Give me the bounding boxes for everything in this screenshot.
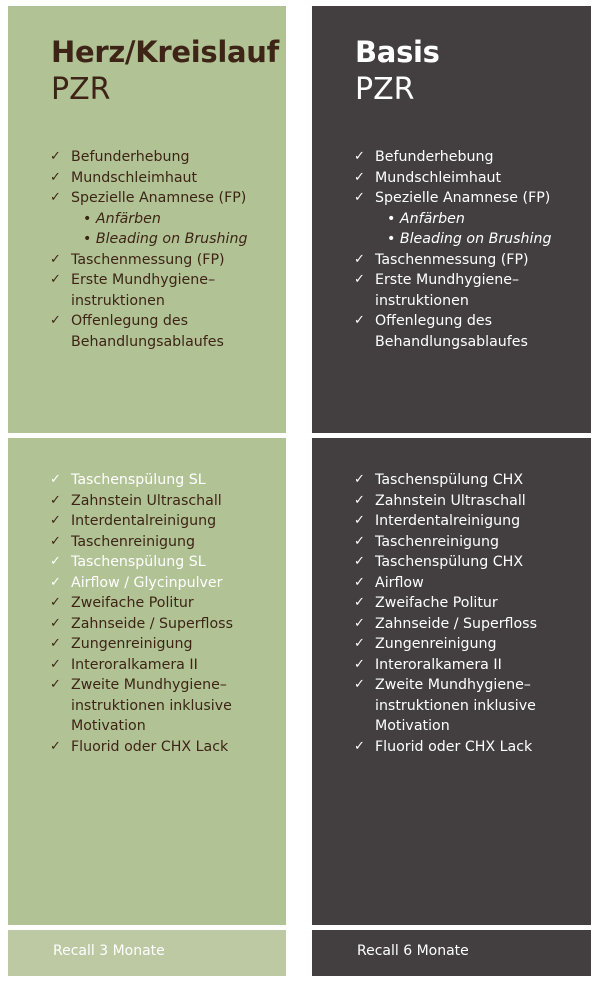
recall-label: Recall 3 Monate xyxy=(53,943,165,959)
checklist-item xyxy=(50,634,282,655)
checklist-item-label: Taschenspülung SL xyxy=(71,472,206,488)
check-icon: ✓ xyxy=(50,533,61,549)
checklist-item-label: Spezielle Anamnese (FP) xyxy=(375,190,551,206)
checklist-item-label: Motivation xyxy=(71,718,146,734)
checklist-item xyxy=(354,209,587,230)
check-icon: ✓ xyxy=(354,533,365,549)
checklist-item xyxy=(50,552,282,573)
checklist-item-label: Zungenreinigung xyxy=(71,636,193,652)
checklist-item-label: Zweite Mundhygiene– xyxy=(375,677,531,693)
check-icon: ✓ xyxy=(50,677,61,692)
checklist-item xyxy=(354,655,587,676)
checklist-item-label: Zungenreinigung xyxy=(375,636,497,652)
befund-checklist xyxy=(50,147,282,352)
checklist-item xyxy=(50,332,282,353)
befund-checklist xyxy=(354,147,587,352)
checklist-item xyxy=(50,675,282,696)
checklist-item-label: Zahnstein Ultraschall xyxy=(71,492,222,509)
checklist-item xyxy=(354,250,587,271)
checklist-item-label: Taschenspülung SL xyxy=(71,554,206,570)
checklist-item xyxy=(354,270,587,291)
panel-title xyxy=(355,33,440,109)
treatment-checklist xyxy=(354,470,587,757)
check-icon: ✓ xyxy=(354,554,365,569)
check-icon: ✓ xyxy=(354,472,365,487)
check-icon: ✓ xyxy=(354,272,365,287)
herz-kreislauf-recall-panel xyxy=(8,930,286,976)
checklist-item-label: Taschenmessung (FP) xyxy=(71,251,225,268)
checklist-item xyxy=(354,614,587,635)
checklist-item xyxy=(354,311,587,332)
checklist-item-label: Offenlegung des xyxy=(71,313,188,329)
check-icon: ✓ xyxy=(50,574,61,590)
check-icon: ✓ xyxy=(50,595,61,610)
checklist-item xyxy=(354,716,587,737)
herz-kreislauf-panel xyxy=(8,6,286,433)
panel-title-sub: PZR xyxy=(51,72,111,107)
check-icon: ✓ xyxy=(50,190,61,205)
check-icon: ✓ xyxy=(50,251,61,267)
checklist-item-label: Behandlungsablaufes xyxy=(71,333,224,350)
herz-kreislauf-treatment-panel xyxy=(8,438,286,925)
checklist-item xyxy=(354,696,587,717)
checklist-item xyxy=(50,188,282,209)
checklist-item xyxy=(50,716,282,737)
check-icon: ✓ xyxy=(354,251,365,267)
checklist-item-label: Taschenreinigung xyxy=(71,533,196,550)
check-icon: ✓ xyxy=(50,656,61,672)
checklist-item-label: Fluorid oder CHX Lack xyxy=(71,738,229,755)
check-icon: ✓ xyxy=(354,656,365,672)
checklist-item-label: Taschenreinigung xyxy=(375,533,500,550)
checklist-item xyxy=(50,655,282,676)
check-icon: ✓ xyxy=(50,169,61,185)
checklist-item xyxy=(50,250,282,271)
checklist-item xyxy=(354,593,587,614)
checklist-item xyxy=(50,696,282,717)
check-icon: ✓ xyxy=(354,574,365,590)
checklist-item xyxy=(50,491,282,512)
checklist-item-label: Befunderhebung xyxy=(375,149,494,165)
checklist-item-label: Erste Mundhygiene– xyxy=(375,272,520,288)
checklist-item-label: Interdentalreinigung xyxy=(71,513,217,529)
checklist-item xyxy=(50,593,282,614)
check-icon: ✓ xyxy=(354,677,365,692)
check-icon: ✓ xyxy=(354,492,365,508)
panel-title-main: Herz/Kreislauf xyxy=(51,35,279,69)
checklist-item xyxy=(50,614,282,635)
checklist-item-label: Interoralkamera II xyxy=(375,656,502,673)
check-icon: ✓ xyxy=(354,513,365,528)
checklist-item xyxy=(354,634,587,655)
checklist-item-label: Airflow / Glycinpulver xyxy=(71,574,223,591)
checklist-item-label: Fluorid oder CHX Lack xyxy=(375,738,533,755)
check-icon: ✓ xyxy=(354,636,365,651)
checklist-item xyxy=(354,291,587,312)
checklist-item-label: Mundschleimhaut xyxy=(71,169,198,186)
check-icon: ✓ xyxy=(50,513,61,528)
checklist-item-label: Zweifache Politur xyxy=(375,595,498,611)
checklist-item xyxy=(50,229,282,250)
checklist-item-label: Interoralkamera II xyxy=(71,656,198,673)
check-icon: ✓ xyxy=(50,492,61,508)
check-icon: ✓ xyxy=(354,738,365,754)
recall-label: Recall 6 Monate xyxy=(357,943,469,959)
checklist-item xyxy=(354,552,587,573)
check-icon: ✓ xyxy=(50,615,61,631)
checklist-item xyxy=(354,532,587,553)
checklist-item xyxy=(50,311,282,332)
checklist-item-label: instruktionen xyxy=(375,292,469,309)
checklist-item-label: Zweite Mundhygiene– xyxy=(71,677,227,693)
checklist-item-label: Airflow xyxy=(375,574,424,591)
treatment-checklist xyxy=(50,470,282,757)
checklist-item xyxy=(354,491,587,512)
checklist-item xyxy=(50,270,282,291)
checklist-item xyxy=(354,229,587,250)
checklist-item-label: Zahnseide / Superfloss xyxy=(375,615,537,632)
check-icon: ✓ xyxy=(354,313,365,328)
checklist-item-label: Befunderhebung xyxy=(71,149,190,165)
checklist-item-label: Behandlungsablaufes xyxy=(375,333,528,350)
check-icon: ✓ xyxy=(50,313,61,328)
checklist-item-label: instruktionen inklusive xyxy=(71,697,232,714)
basis-recall-panel xyxy=(312,930,591,976)
checklist-item-label: Mundschleimhaut xyxy=(375,169,502,186)
checklist-item-label: Zweifache Politur xyxy=(71,595,194,611)
checklist-item-label: Erste Mundhygiene– xyxy=(71,272,216,288)
check-icon: ✓ xyxy=(354,169,365,185)
checklist-item xyxy=(354,147,587,168)
checklist-item xyxy=(50,737,282,758)
checklist-item xyxy=(50,470,282,491)
check-icon: ✓ xyxy=(50,554,61,569)
check-icon: ✓ xyxy=(50,636,61,651)
panel-title-main: Basis xyxy=(355,35,440,69)
panel-title xyxy=(51,33,279,109)
checklist-item xyxy=(354,470,587,491)
checklist-item-label: Motivation xyxy=(375,718,450,734)
checklist-item xyxy=(354,511,587,532)
check-icon: ✓ xyxy=(354,615,365,631)
checklist-item xyxy=(354,737,587,758)
check-icon: ✓ xyxy=(50,472,61,487)
checklist-item xyxy=(50,532,282,553)
checklist-item-label: • Bleading on Brushing xyxy=(387,231,552,247)
checklist-item xyxy=(50,209,282,230)
checklist-item xyxy=(354,188,587,209)
check-icon: ✓ xyxy=(50,149,61,164)
checklist-item xyxy=(50,147,282,168)
basis-treatment-panel xyxy=(312,438,591,925)
checklist-item-label: • Anfärben xyxy=(83,210,161,227)
checklist-item-label: Offenlegung des xyxy=(375,313,492,329)
checklist-item xyxy=(50,168,282,189)
checklist-item-label: Zahnseide / Superfloss xyxy=(71,615,233,632)
checklist-item xyxy=(354,675,587,696)
check-icon: ✓ xyxy=(354,149,365,164)
checklist-item xyxy=(50,573,282,594)
checklist-item-label: Taschenspülung CHX xyxy=(375,554,524,570)
checklist-item-label: • Bleading on Brushing xyxy=(83,231,248,247)
checklist-item xyxy=(50,511,282,532)
check-icon: ✓ xyxy=(354,595,365,610)
checklist-item xyxy=(354,573,587,594)
checklist-item-label: Taschenmessung (FP) xyxy=(375,251,529,268)
checklist-item xyxy=(50,291,282,312)
checklist-item-label: • Anfärben xyxy=(387,210,465,227)
checklist-item xyxy=(354,332,587,353)
check-icon: ✓ xyxy=(50,738,61,754)
checklist-item-label: Interdentalreinigung xyxy=(375,513,521,529)
checklist-item-label: instruktionen xyxy=(71,292,165,309)
checklist-item-label: Zahnstein Ultraschall xyxy=(375,492,526,509)
checklist-item xyxy=(354,168,587,189)
checklist-item-label: Taschenspülung CHX xyxy=(375,472,524,488)
check-icon: ✓ xyxy=(354,190,365,205)
check-icon: ✓ xyxy=(50,272,61,287)
basis-panel xyxy=(312,6,591,433)
checklist-item-label: instruktionen inklusive xyxy=(375,697,536,714)
panel-title-sub: PZR xyxy=(355,72,415,107)
checklist-item-label: Spezielle Anamnese (FP) xyxy=(71,190,247,206)
